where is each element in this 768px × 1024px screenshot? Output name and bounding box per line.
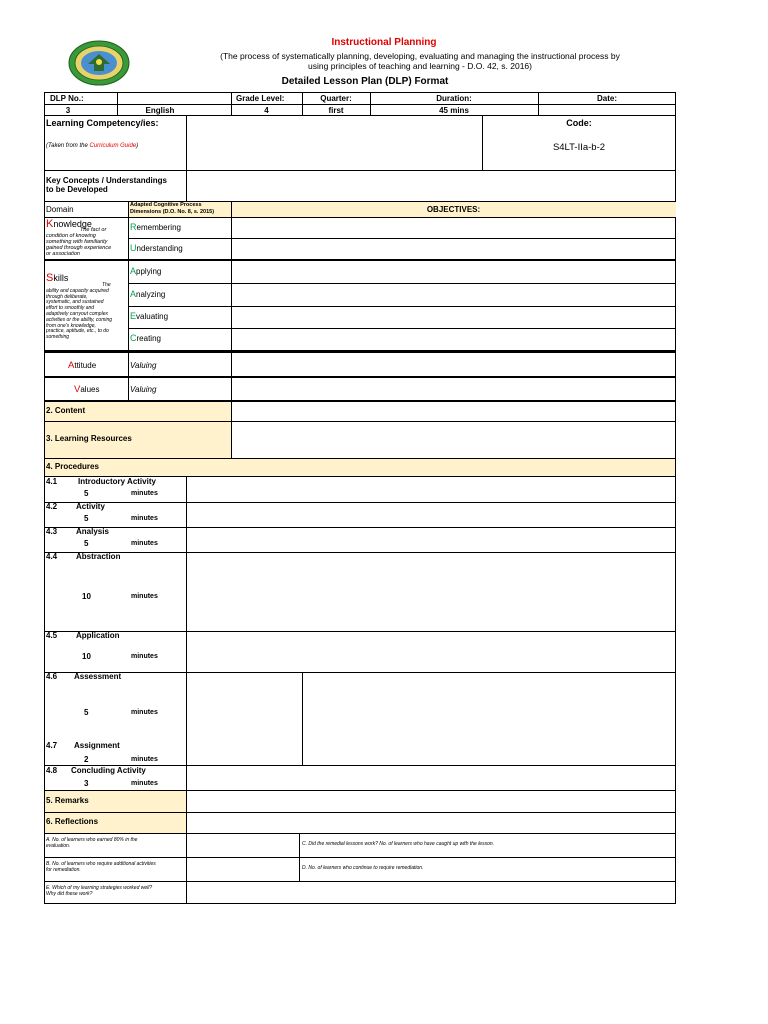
subtitle-line-2: using principles of teaching and learning - D.O. 42, s. 2016) (308, 61, 532, 71)
procedure-4-3-name: Analysis (76, 527, 109, 536)
procedure-4-2-minutes: minutes (131, 515, 158, 522)
procedure-4-8-num: 4.8 (46, 766, 58, 775)
code-label: Code: (566, 118, 592, 128)
analyzing-label: Analyzing (130, 289, 166, 299)
procedure-4-1-min: 5 (84, 489, 89, 498)
reflection-e: E. Which of my learning strategies worked well? Why did these work? (46, 885, 153, 897)
procedure-4-2-min: 5 (84, 514, 89, 523)
learning-resources-label: 3. Learning Resources (46, 434, 132, 443)
remarks-field[interactable] (187, 791, 676, 812)
grade-level-value: 4 (264, 106, 269, 115)
procedures-label: 4. Procedures (46, 462, 99, 471)
attitude-label: Attitude (68, 360, 97, 371)
remembering-label: Remembering (130, 222, 181, 232)
competency-field[interactable] (187, 117, 482, 170)
procedure-4-4-num: 4.4 (46, 552, 58, 561)
procedure-4-8-min: 3 (84, 779, 89, 788)
values-level: Valuing (130, 385, 157, 394)
analyzing-objective-field[interactable] (232, 284, 676, 306)
values-label: Values (74, 384, 100, 395)
evaluating-label: Evaluating (130, 311, 169, 321)
creating-label: Creating (130, 333, 161, 343)
procedure-4-8-field[interactable] (187, 766, 676, 790)
reflection-a: A. No. of learners who earned 80% in the evaluation. (46, 837, 138, 849)
procedure-4-4-min: 10 (82, 592, 91, 601)
procedure-4-2-name: Activity (76, 502, 105, 511)
content-field[interactable] (232, 402, 676, 421)
procedure-4-2-num: 4.2 (46, 502, 58, 511)
note-prefix: (Taken from the (46, 143, 90, 149)
procedure-4-3-num: 4.3 (46, 527, 58, 536)
procedure-4-5-minutes: minutes (131, 653, 158, 660)
skills-label: Skills (46, 272, 69, 284)
procedure-4-3-minutes: minutes (131, 540, 158, 547)
dlp-no-value: 3 (65, 106, 71, 115)
procedure-4-7-name: Assignment (74, 741, 120, 750)
duration-value: 45 mins (439, 106, 469, 115)
remembering-objective-field[interactable] (232, 218, 676, 238)
procedure-4-6-num: 4.6 (46, 672, 58, 681)
learning-resources-field[interactable] (232, 422, 676, 458)
procedure-4-8-minutes: minutes (131, 780, 158, 787)
procedure-4-8-name: Concluding Activity (71, 766, 146, 775)
procedure-4-7-minutes: minutes (131, 756, 158, 763)
subject-value: English (145, 106, 175, 115)
procedure-4-6-min: 5 (84, 708, 89, 717)
procedure-4-6-field-b[interactable] (303, 673, 676, 765)
procedure-4-5-min: 10 (82, 652, 91, 661)
remarks-label: 5. Remarks (46, 796, 89, 805)
curriculum-guide-note (46, 143, 138, 149)
knowledge-description: The fact or condition of knowing something with familiarity gained through experience or association (46, 227, 112, 257)
key-concepts-field[interactable] (187, 171, 676, 201)
procedure-4-3-field[interactable] (187, 528, 676, 552)
date-label: Date: (596, 94, 617, 103)
reflection-b: B. No. of learners who require additional activities for remediation. (46, 861, 156, 873)
dlp-no-label: DLP No.: (50, 94, 84, 103)
creating-objective-field[interactable] (232, 329, 676, 350)
attitude-level: Valuing (130, 361, 157, 370)
form-title: Detailed Lesson Plan (DLP) Format (281, 76, 449, 87)
key-concepts-label-2: to be Developed (46, 185, 108, 194)
subtitle-line-1: (The process of systematically planning, developing, evaluating and managing the instructional process by (220, 51, 620, 61)
procedure-4-6-field-a[interactable] (187, 673, 302, 765)
procedure-4-1-name: Introductory Activity (78, 477, 156, 486)
understanding-objective-field[interactable] (232, 239, 676, 259)
knowledge-initial: K (46, 218, 54, 230)
domain-header: Domain (46, 205, 74, 214)
applying-label: Applying (130, 266, 162, 276)
reflection-d: D. No. of learners who continue to require remediation. (302, 865, 424, 871)
reflection-b-field[interactable] (187, 858, 299, 881)
procedure-4-1-num: 4.1 (46, 477, 58, 486)
grade-level-label: Grade Level: (236, 94, 285, 103)
procedure-4-2-field[interactable] (187, 503, 676, 527)
procedure-4-5-name: Application (76, 631, 120, 640)
quarter-label: Quarter: (320, 94, 352, 103)
reflection-c: C. Did the remedial lessons work? No. of learners who have caught up with the lesson. (302, 841, 495, 847)
procedure-4-6-name: Assessment (74, 672, 122, 681)
page-title: Instructional Planning (331, 37, 437, 48)
evaluating-objective-field[interactable] (232, 307, 676, 328)
procedure-4-3-min: 5 (84, 539, 89, 548)
note-suffix: ) (136, 143, 139, 149)
procedure-4-7-min: 2 (84, 755, 89, 764)
attitude-objective-field[interactable] (232, 353, 676, 376)
curriculum-guide-link: Curriculum Guide (89, 143, 137, 149)
knowledge-rest: nowledge (53, 219, 92, 229)
procedure-4-5-num: 4.5 (46, 631, 58, 640)
learning-competency-label: Learning Competency/ies: (46, 118, 159, 128)
content-label: 2. Content (46, 406, 86, 415)
procedure-4-5-field[interactable] (187, 632, 676, 672)
adapted-header-1: Adapted Cognitive Process (130, 202, 202, 208)
duration-label: Duration: (436, 94, 472, 103)
reflections-label: 6. Reflections (46, 817, 99, 826)
procedure-4-4-minutes: minutes (131, 593, 158, 600)
procedure-4-7-num: 4.7 (46, 741, 58, 750)
skills-description: The ability and capacity acquired through deliberate, systematic, and sustained effort to smoothly and adaptively carryout complex activities or the ability, coming from one's knowledge, practice, aptitude, etc., to do something (46, 282, 113, 341)
key-concepts-label-1: Key Concepts / Understandings (46, 176, 167, 185)
values-objective-field[interactable] (232, 378, 676, 400)
quarter-value: first (328, 106, 344, 115)
procedure-4-4-name: Abstraction (76, 552, 121, 561)
code-value: S4LT-IIa-b-2 (552, 142, 606, 153)
procedure-4-6-minutes: minutes (131, 709, 158, 716)
reflection-e-field[interactable] (187, 882, 676, 904)
objectives-header: OBJECTIVES: (426, 205, 481, 214)
adapted-header-2: Dimensions (D.O. No. 8, s. 2015) (130, 209, 215, 215)
reflections-field[interactable] (187, 813, 676, 833)
applying-objective-field[interactable] (232, 261, 676, 283)
procedure-4-4-field[interactable] (187, 553, 676, 631)
understanding-label: Understanding (130, 243, 183, 253)
procedure-4-1-minutes: minutes (131, 490, 158, 497)
procedure-4-1-field[interactable] (187, 477, 676, 502)
reflection-a-field[interactable] (187, 834, 299, 857)
